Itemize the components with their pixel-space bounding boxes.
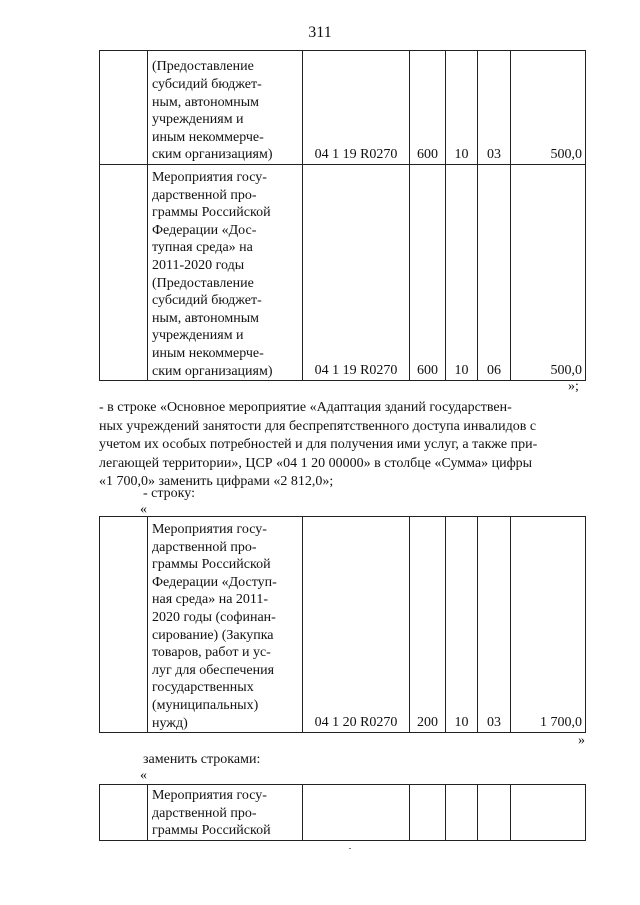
sum-cell: 500,0: [511, 51, 586, 165]
rz-cell: [446, 785, 478, 841]
rz-cell: 10: [446, 517, 478, 733]
table-row: [100, 785, 586, 841]
scan-speck: [349, 848, 351, 849]
pr-cell: 03: [478, 517, 511, 733]
empty-cell: [100, 517, 148, 733]
empty-cell: [100, 165, 148, 381]
csr-cell: [303, 785, 410, 841]
csr-cell: 04 1 20 R0270: [303, 517, 410, 733]
closing-quote: »;: [568, 379, 579, 394]
pr-cell: 03: [478, 51, 511, 165]
budget-table-1: [99, 50, 586, 381]
opening-quote: «: [140, 768, 147, 783]
page-number: 311: [308, 24, 332, 41]
table-row: [100, 517, 586, 733]
table-row: [100, 51, 586, 165]
budget-table-2: [99, 516, 586, 733]
budget-table-3: [99, 784, 586, 841]
row-description: (Предоставление субсидий бюджет- ным, автономным учреждениям и иным некоммерче- ским организациям): [148, 51, 303, 165]
sum-cell: [511, 785, 586, 841]
amendment-paragraph: - в строке «Основное мероприятие «Адаптация зданий государствен- ных учреждений занятости для беспрепятственного доступа инвалидов с учетом их особых потребностей и для получения ими услуг, а также при- легающей территории», ЦСР «04 1 20 00000» в столбце «Сумма» цифры «1 700,0» заменить цифрами «2 812,0»;: [99, 400, 538, 490]
sum-cell: 1 700,0: [511, 517, 586, 733]
vr-cell: 600: [410, 165, 446, 381]
rz-cell: 10: [446, 165, 478, 381]
closing-quote: »: [578, 733, 585, 748]
vr-cell: [410, 785, 446, 841]
csr-cell: 04 1 19 R0270: [303, 165, 410, 381]
table-row: [100, 165, 586, 381]
empty-cell: [100, 51, 148, 165]
opening-quote: «: [140, 502, 147, 517]
pr-cell: 06: [478, 165, 511, 381]
vr-cell: 600: [410, 51, 446, 165]
instruction-line: - строку:: [143, 486, 195, 501]
row-description: Мероприятия госу- дарственной про- граммы Российской Федерации «Дос- тупная среда» на 2011-2020 годы (Предоставление субсидий бюджет- ным, автономным учреждениям и иным некоммерче- ским организациям): [148, 165, 303, 381]
csr-cell: 04 1 19 R0270: [303, 51, 410, 165]
vr-cell: 200: [410, 517, 446, 733]
rz-cell: 10: [446, 51, 478, 165]
sum-cell: 500,0: [511, 165, 586, 381]
empty-cell: [100, 785, 148, 841]
row-description: Мероприятия госу- дарственной про- граммы Российской Федерации «Доступ- ная среда» на 2011- 2020 годы (софинан- сирование) (Закупка товаров, работ и ус- луг для обеспечения государственных (муниципальных) нужд): [148, 517, 303, 733]
row-description: Мероприятия госу- дарственной про- граммы Российской: [148, 785, 303, 841]
instruction-line: заменить строками:: [143, 752, 261, 767]
pr-cell: [478, 785, 511, 841]
